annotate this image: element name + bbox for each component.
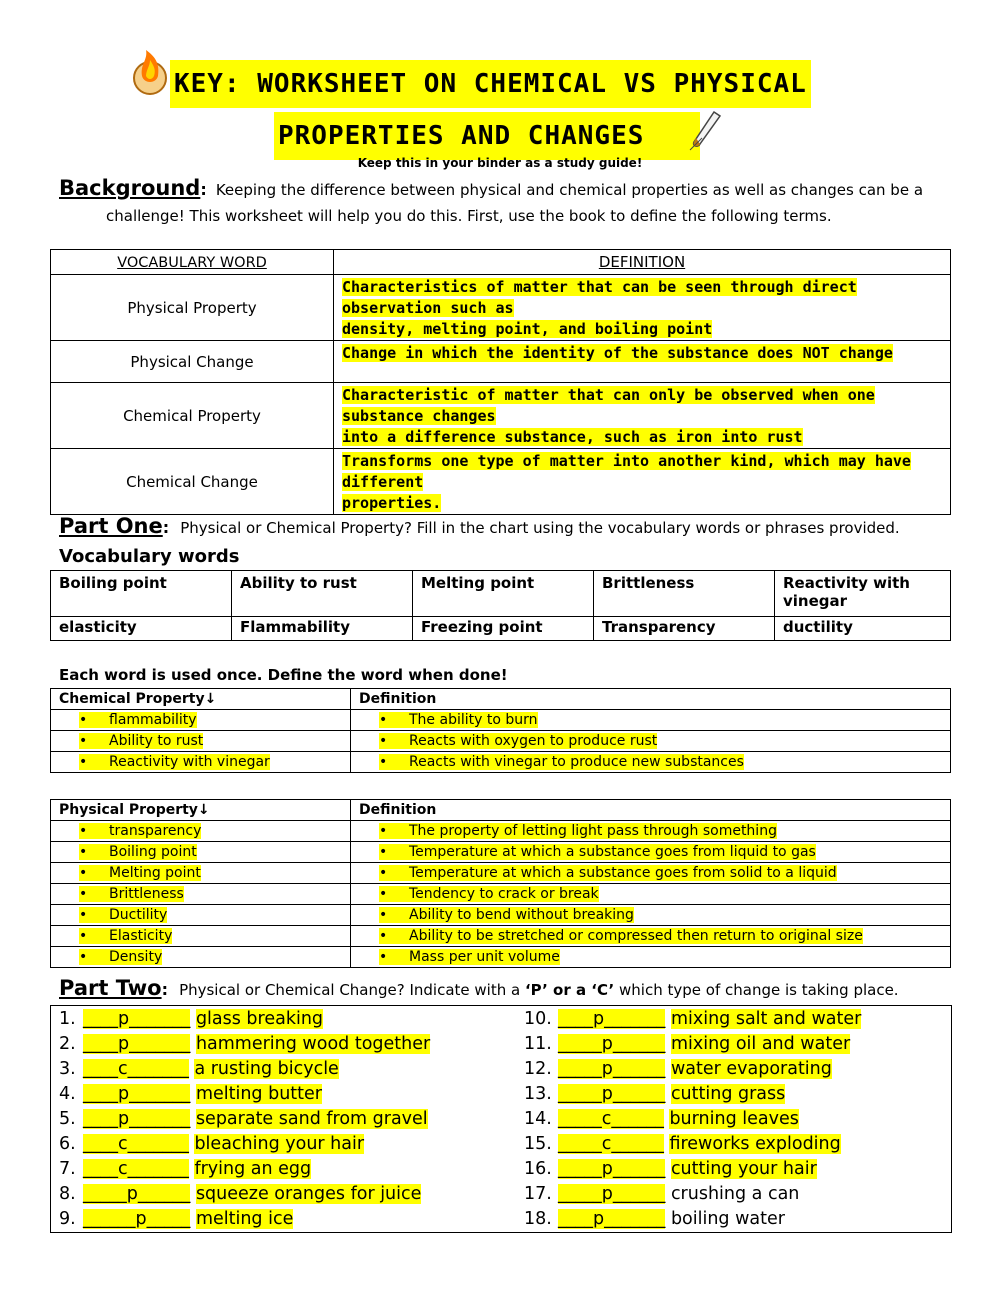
table-row: • flammability • The ability to burn — [51, 710, 951, 731]
background-text-2: challenge! This worksheet will help you do this. First, use the book to define the following terms. — [106, 207, 832, 225]
vocabulary-definition-table — [50, 249, 951, 515]
change-item — [524, 1032, 850, 1057]
property-name: Elasticity — [109, 928, 173, 944]
item-text: hammering wood together — [195, 1034, 431, 1054]
chemical-property-header: Chemical Property↓ — [51, 689, 351, 710]
vocab-word-cell: Melting point — [413, 571, 594, 617]
item-number: 11. — [524, 1034, 552, 1054]
item-answer: ____c_______ — [83, 1059, 189, 1079]
item-answer: ____p_______ — [558, 1009, 666, 1029]
item-answer: _____c______ — [558, 1109, 664, 1129]
item-answer: ____p_______ — [558, 1209, 666, 1229]
item-answer: ____c_______ — [83, 1159, 189, 1179]
part-two-heading: Part Two — [59, 976, 162, 1000]
part-one-heading: Part One — [59, 514, 163, 538]
change-item — [59, 1157, 311, 1182]
change-item — [524, 1157, 817, 1182]
vocab-word-cell: ductility — [775, 617, 951, 641]
item-number: 15. — [524, 1134, 552, 1154]
vocab-word-cell: elasticity — [51, 617, 232, 641]
vocab-definition: Transforms one type of matter into another kind, which may have different properties. — [334, 449, 951, 515]
vocab-word: Physical Change — [51, 341, 334, 383]
table-row: • Brittleness • Tendency to crack or break — [51, 884, 951, 905]
vocab-word-cell: Brittleness — [594, 571, 775, 617]
vocab-word: Chemical Change — [51, 449, 334, 515]
item-text: glass breaking — [195, 1009, 324, 1029]
flame-flask-icon — [130, 46, 172, 96]
vocab-word: Chemical Property — [51, 383, 334, 449]
item-text: frying an egg — [194, 1159, 312, 1179]
property-name: Ductility — [109, 907, 168, 923]
table-row: • Elasticity • Ability to be stretched or compressed then return to original size — [51, 926, 951, 947]
vocab-word-cell: Ability to rust — [232, 571, 413, 617]
property-name: Ability to rust — [109, 733, 204, 749]
each-word-note: Each word is used once. Define the word when done! — [59, 666, 508, 684]
item-number: 3. — [59, 1059, 76, 1079]
item-number: 10. — [524, 1009, 552, 1029]
property-definition: The ability to burn — [409, 712, 538, 728]
change-item — [524, 1107, 799, 1132]
item-text: fireworks exploding — [669, 1134, 841, 1154]
table-row: • Density • Mass per unit volume — [51, 947, 951, 968]
item-answer: _____p______ — [558, 1034, 666, 1054]
table-row: • transparency • The property of letting light pass through something — [51, 821, 951, 842]
change-item — [524, 1132, 841, 1157]
item-answer: _____c______ — [558, 1134, 664, 1154]
item-answer: ____p_______ — [83, 1109, 191, 1129]
item-text: cutting grass — [670, 1084, 786, 1104]
item-answer: ____c_______ — [83, 1134, 189, 1154]
change-item — [59, 1057, 339, 1082]
change-item — [524, 1057, 832, 1082]
item-text: cutting your hair — [670, 1159, 817, 1179]
property-definition: The property of letting light pass through something — [409, 823, 777, 839]
table-row: • Melting point • Temperature at which a substance goes from solid to a liquid — [51, 863, 951, 884]
item-number: 14. — [524, 1109, 552, 1129]
item-answer: _____p______ — [558, 1059, 666, 1079]
vocab-word: Physical Property — [51, 275, 334, 341]
item-number: 16. — [524, 1159, 552, 1179]
vocab-word-cell: Flammability — [232, 617, 413, 641]
change-item — [524, 1182, 799, 1207]
item-text: crushing a can — [670, 1184, 800, 1204]
physical-definition-header: Definition — [351, 800, 951, 821]
change-item — [524, 1082, 785, 1107]
table-row: • Boiling point • Temperature at which a substance goes from liquid to gas — [51, 842, 951, 863]
item-answer: ____p_______ — [83, 1034, 191, 1054]
test-tube-icon — [686, 108, 724, 152]
property-name: Melting point — [109, 865, 201, 881]
title-line-2: PROPERTIES AND CHANGES — [274, 112, 700, 160]
item-number: 9. — [59, 1209, 76, 1229]
part-one-instructions: Physical or Chemical Property? Fill in the chart using the vocabulary words or phrases provided. — [180, 519, 900, 537]
item-number: 18. — [524, 1209, 552, 1229]
item-answer: ____p_______ — [83, 1009, 191, 1029]
item-number: 13. — [524, 1084, 552, 1104]
vocab-definition: Characteristics of matter that can be seen through direct observation such as density, melting point, and boiling point — [334, 275, 951, 341]
item-answer: ____p_______ — [83, 1084, 191, 1104]
change-item — [59, 1007, 323, 1032]
item-text: bleaching your hair — [194, 1134, 365, 1154]
item-number: 5. — [59, 1109, 76, 1129]
item-text: mixing oil and water — [670, 1034, 851, 1054]
vocab-word-cell: Transparency — [594, 617, 775, 641]
chemical-property-table — [50, 688, 951, 773]
item-text: melting butter — [195, 1084, 322, 1104]
definition-col-header: DEFINITION — [334, 250, 951, 275]
change-item — [524, 1207, 785, 1232]
table-row: • Ductility • Ability to bend without breaking — [51, 905, 951, 926]
change-item — [524, 1007, 861, 1032]
item-number: 8. — [59, 1184, 76, 1204]
item-answer: ______p_____ — [83, 1209, 191, 1229]
property-name: Boiling point — [109, 844, 197, 860]
property-definition: Tendency to crack or break — [409, 886, 599, 902]
change-item — [59, 1182, 421, 1207]
physical-property-header: Physical Property↓ — [51, 800, 351, 821]
property-definition: Temperature at which a substance goes from liquid to gas — [409, 844, 816, 860]
physical-property-table — [50, 799, 951, 968]
item-text: mixing salt and water — [670, 1009, 862, 1029]
item-number: 2. — [59, 1034, 76, 1054]
item-text: squeeze oranges for juice — [195, 1184, 422, 1204]
title-line-1: KEY: WORKSHEET ON CHEMICAL VS PHYSICAL — [170, 60, 811, 108]
part-two-colon: : — [161, 980, 168, 999]
property-definition: Temperature at which a substance goes from solid to a liquid — [409, 865, 837, 881]
item-number: 4. — [59, 1084, 76, 1104]
vocab-word-cell: Reactivity with vinegar — [775, 571, 951, 617]
change-item — [59, 1107, 428, 1132]
part-two-instructions: Physical or Chemical Change? Indicate with a ‘P’ or a ‘C’ which type of change is taking place. — [179, 981, 899, 999]
vocab-col-header: VOCABULARY WORD — [51, 250, 334, 275]
item-answer: _____p______ — [558, 1159, 666, 1179]
property-definition: Ability to be stretched or compressed then return to original size — [409, 928, 863, 944]
background-text-1: Keeping the difference between physical and chemical properties as well as changes can be a — [215, 181, 924, 199]
background-heading: Background — [59, 176, 201, 200]
change-item — [59, 1032, 430, 1057]
vocab-word-cell: Freezing point — [413, 617, 594, 641]
table-row: • Ability to rust • Reacts with oxygen to produce rust — [51, 731, 951, 752]
property-definition: Mass per unit volume — [409, 949, 560, 965]
item-answer: _____p______ — [83, 1184, 191, 1204]
item-number: 12. — [524, 1059, 552, 1079]
item-text: boiling water — [670, 1209, 785, 1229]
item-number: 1. — [59, 1009, 76, 1029]
table-row: • Reactivity with vinegar • Reacts with vinegar to produce new substances — [51, 752, 951, 773]
vocabulary-words-heading: Vocabulary words — [59, 546, 240, 567]
property-name: flammability — [109, 712, 197, 728]
item-number: 7. — [59, 1159, 76, 1179]
vocab-word-cell: Boiling point — [51, 571, 232, 617]
table-row — [51, 275, 951, 341]
background-colon: : — [200, 180, 207, 199]
item-text: burning leaves — [669, 1109, 799, 1129]
item-answer: _____p______ — [558, 1184, 666, 1204]
table-row — [51, 449, 951, 515]
item-answer: _____p______ — [558, 1084, 666, 1104]
item-text: separate sand from gravel — [195, 1109, 428, 1129]
item-text: melting ice — [195, 1209, 294, 1229]
vocab-definition: Characteristic of matter that can only be observed when one substance changes into a difference substance, such as iron into rust — [334, 383, 951, 449]
chemical-definition-header: Definition — [351, 689, 951, 710]
study-guide-note: Keep this in your binder as a study guide! — [357, 156, 643, 170]
property-definition: Reacts with vinegar to produce new substances — [409, 754, 744, 770]
property-name: Reactivity with vinegar — [109, 754, 270, 770]
property-name: transparency — [109, 823, 202, 839]
property-name: Brittleness — [109, 886, 184, 902]
item-number: 6. — [59, 1134, 76, 1154]
item-number: 17. — [524, 1184, 552, 1204]
property-definition: Reacts with oxygen to produce rust — [409, 733, 658, 749]
vocabulary-words-table — [50, 570, 951, 641]
item-text: water evaporating — [670, 1059, 832, 1079]
change-item — [59, 1082, 322, 1107]
table-row — [51, 341, 951, 383]
vocab-definition: Change in which the identity of the substance does NOT change — [334, 341, 951, 383]
item-text: a rusting bicycle — [194, 1059, 339, 1079]
change-item — [59, 1132, 364, 1157]
part-one-colon: : — [162, 518, 170, 537]
change-item — [59, 1207, 293, 1232]
property-definition: Ability to bend without breaking — [409, 907, 634, 923]
table-row — [51, 383, 951, 449]
property-name: Density — [109, 949, 163, 965]
